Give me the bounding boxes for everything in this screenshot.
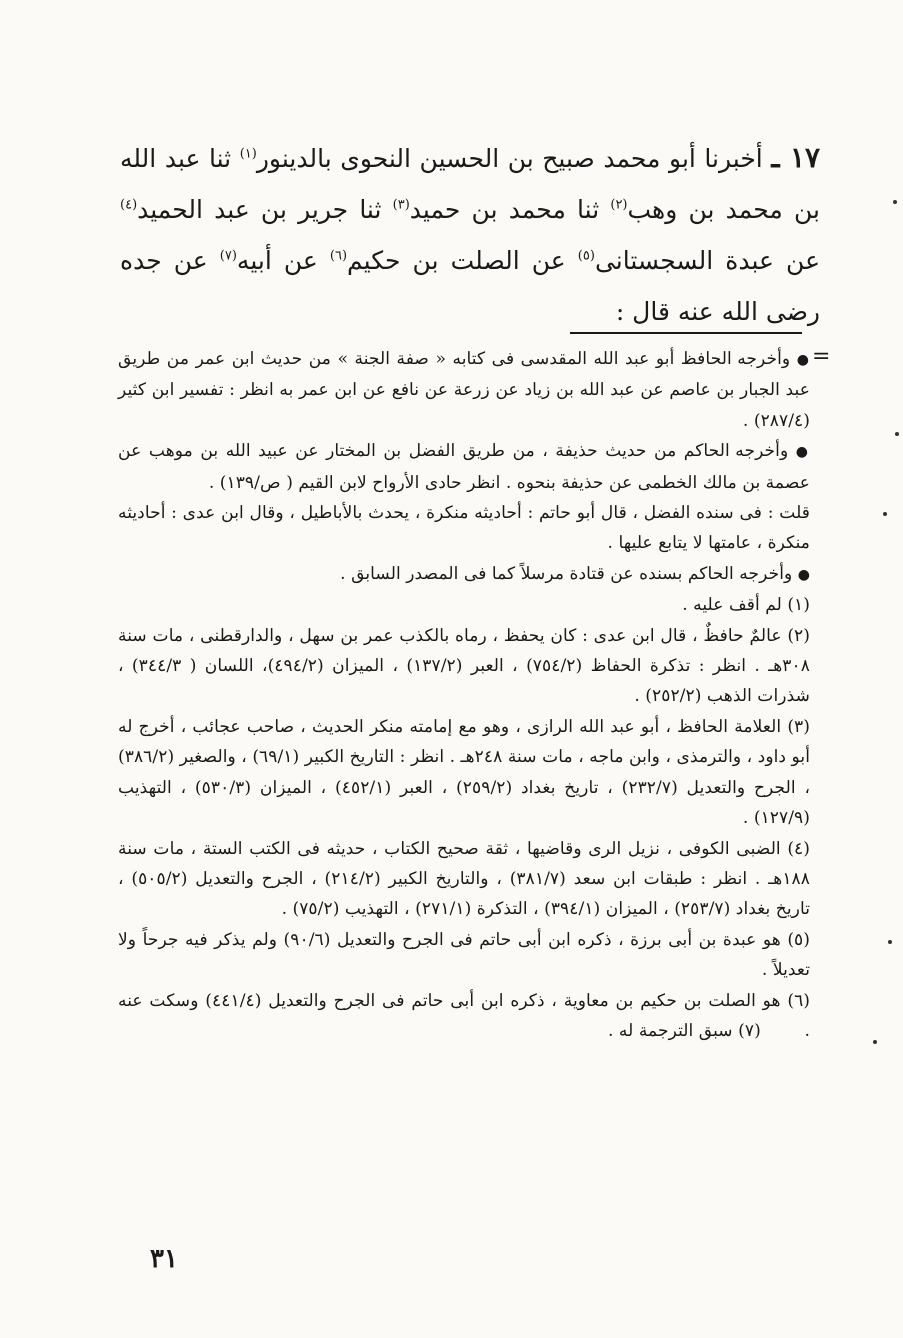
- scan-speck: [888, 940, 892, 944]
- scan-speck: [895, 432, 899, 436]
- footnotes: [118, 344, 810, 1046]
- scan-speck: [883, 512, 887, 516]
- bullet-icon: ●: [795, 444, 811, 461]
- footnote-ref: (٣): [392, 197, 410, 213]
- note-text: وأخرجه الحاكم بسنده عن قتادة مرسلاً كما فى المصدر السابق .: [340, 563, 793, 584]
- bullet-icon: ●: [796, 352, 810, 368]
- page-number: ٣١: [150, 1244, 178, 1274]
- note-text: وأخرجه الحافظ أبو عبد الله المقدسى فى كتابه « صفة الجنة » من حديث ابن عمر من طريق عبد الجبار بن عاصم عن عبد الله بن زياد عن زرعة عن نافع عن ابن عمر به انظر : تفسير ابن كثير (٢٨٧/٤) .: [118, 349, 810, 431]
- text-line: عن الصلت بن حكيم: [347, 246, 566, 275]
- scan-speck: [893, 200, 897, 204]
- bullet-icon: ●: [797, 566, 810, 583]
- note-text: قلت : فى سنده الفضل ، قال أبو حاتم : أحاديثه منكرة ، يحدث بالأباطيل ، وقال ابن عدى : أحاديثه منكرة ، عامتها لا يتابع عليها .: [118, 503, 810, 554]
- footnote-1: (١) لم أقف عليه .: [682, 595, 810, 616]
- text-line: عن أبيه: [236, 246, 318, 275]
- footnote-5: (٥) هو عبدة بن أبى برزة ، ذكره ابن أبى حاتم فى الجرح والتعديل (٩٠/٦) ولم يذكر فيه جرحاً ولا تعديلاً .: [118, 929, 810, 981]
- note-paragraph: [118, 344, 810, 436]
- hadith-text: [120, 132, 820, 337]
- footnote-ref: (١): [239, 146, 257, 162]
- footnote-ref: (٥): [577, 248, 595, 264]
- footnote-ref: (٧): [219, 248, 237, 264]
- footnote-6: [118, 986, 810, 1047]
- text-line: عن عبدة السجستانى: [594, 246, 820, 275]
- footnote-3: (٣) العلامة الحافظ ، أبو عبد الله الرازى ، وهو مع إمامته منكر الحديث ، صاحب عجائب ، أخرج له أبو داود ، والترمذى ، وابن ماجه ، مات سنة ٢٤٨هـ . انظر : التاريخ الكبير (٦٩/١) ، والصغير (٣٨٦/٢) ، الجرح والتعديل (٢٣٢/٧) ، تاريخ بغداد (٢٥٩/٢) ، العبر (٤٥٢/١) ، الميزان (٥٣٠/٣) ، التهذيب (١٢٧/٩) .: [118, 716, 810, 829]
- continuation-mark: =: [812, 344, 831, 369]
- footnote-ref: (٤): [120, 197, 138, 213]
- hadith-paragraph: [120, 132, 820, 337]
- footnote-ref: (٦): [329, 248, 348, 264]
- note-text: وأخرجه الحاكم من حديث حذيفة ، من طريق الفضل بن المختار عن عبيد الله بن موهب عن عصمة بن مالك الخطمى عن حذيفة بنحوه . انظر حادى الأرواح لابن القيم ( ص/١٣٩) .: [118, 441, 810, 493]
- note-text: (٦) هو الصلت بن حكيم بن معاوية ، ذكره ابن أبى حاتم فى الجرح والتعديل (٤٤١/٤) وسكت عنه .: [118, 990, 811, 1041]
- text-line: ثنا جرير بن عبد الحميد: [137, 195, 382, 224]
- note-paragraph: [118, 436, 810, 498]
- footnote-ref: (٢): [610, 197, 628, 213]
- text-line: ثنا محمد بن حميد: [409, 195, 600, 224]
- scan-speck: [873, 1040, 877, 1044]
- text-line: عن جده رضى الله عنه قال :: [120, 246, 820, 326]
- note-paragraph: [118, 559, 810, 590]
- footnote-2: (٢) عالمٌ حافظٌ ، قال ابن عدى : كان يحفظ ، رماه بالكذب عمر بن سهل ، والدارقطنى ، مات سنة ٣٠٨هـ . انظر : تذكرة الحفاظ (٧٥٤/٢) ، العبر (١٣٧/٢) ، الميزان (٤٩٤/٢)، اللسان ( ٣٤٤/٣) ، شذرات الذهب (٢٥٢/٢) .: [118, 625, 810, 707]
- footnote-divider: [570, 332, 802, 334]
- text-line: أخبرنا أبو محمد صبيح بن الحسين النحوى بالدينور: [256, 144, 763, 173]
- text-line: ثنا عبد الله بن محمد بن وهب: [120, 144, 820, 224]
- note-paragraph: [118, 498, 810, 559]
- hadith-number: ١٧ ـ: [771, 141, 821, 174]
- footnote-7: (٧) سبق الترجمة له .: [608, 1020, 761, 1041]
- footnote-4: (٤) الضبى الكوفى ، نزيل الرى وقاضيها ، ثقة صحيح الكتاب ، حديثه فى الكتب الستة ، مات سنة ١٨٨هـ . انظر : طبقات ابن سعد (٣٨١/٧) ، والتاريخ الكبير (٢١٤/٢) ، الجرح والتعديل (٥٠٥/٢) ، تاريخ بغداد (٢٥٣/٧) ، الميزان (٣٩٤/١) ، التذكرة (٢٧١/١) ، التهذيب (٧٥/٢) .: [118, 838, 811, 920]
